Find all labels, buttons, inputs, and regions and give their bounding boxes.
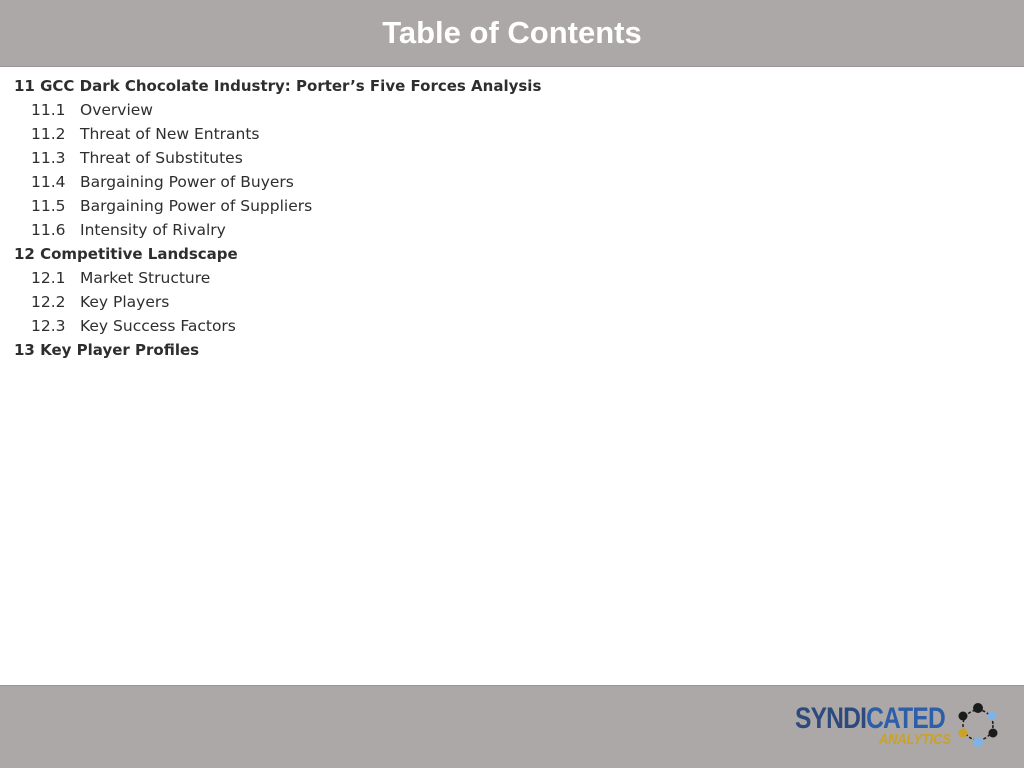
- toc-subsection: [14, 194, 541, 218]
- toc-title: Intensity of Rivalry: [80, 221, 226, 239]
- toc-number: 11.1: [31, 101, 66, 119]
- table-of-contents: [14, 74, 541, 362]
- footer-bar: [0, 685, 1024, 768]
- toc-title: Bargaining Power of Suppliers: [80, 197, 313, 215]
- toc-title: Bargaining Power of Buyers: [80, 173, 294, 191]
- toc-number: 11.6: [31, 221, 66, 239]
- toc-number: 12.3: [31, 317, 66, 335]
- toc-number: 12.2: [31, 293, 66, 311]
- toc-subsection: [14, 290, 541, 314]
- toc-title: Threat of Substitutes: [80, 149, 243, 167]
- syndicated-analytics-logo: [795, 700, 1005, 752]
- toc-number: 12: [14, 245, 35, 263]
- toc-section: [14, 74, 541, 98]
- toc-subsection: [14, 170, 541, 194]
- toc-number: 13: [14, 341, 35, 359]
- network-dots-logo-icon: [955, 702, 1001, 748]
- toc-title: Overview: [80, 101, 153, 119]
- toc-subsection: [14, 122, 541, 146]
- page-title: Table of Contents: [382, 15, 642, 50]
- toc-number: 11: [14, 77, 35, 95]
- toc-section: [14, 338, 541, 362]
- toc-title: Key Success Factors: [80, 317, 236, 335]
- toc-subsection: [14, 266, 541, 290]
- toc-title: Competitive Landscape: [40, 245, 238, 263]
- toc-subsection: [14, 146, 541, 170]
- toc-number: 11.5: [31, 197, 66, 215]
- toc-subsection: [14, 314, 541, 338]
- toc-title: Key Players: [80, 293, 170, 311]
- toc-subsection: [14, 218, 541, 242]
- toc-number: 12.1: [31, 269, 66, 287]
- toc-title: Market Structure: [80, 269, 211, 287]
- toc-number: 11.3: [31, 149, 66, 167]
- toc-title: GCC Dark Chocolate Industry: Porter’s Five Forces Analysis: [40, 77, 542, 95]
- toc-number: 11.2: [31, 125, 66, 143]
- header-bar: [0, 0, 1024, 67]
- toc-title: Key Player Profiles: [40, 341, 200, 359]
- logo-word-part-1: SYNDI: [795, 702, 867, 735]
- logo-word-part-2: CATED: [866, 702, 945, 735]
- toc-subsection: [14, 98, 541, 122]
- toc-section: [14, 242, 541, 266]
- logo-subword: ANALYTICS: [879, 731, 952, 748]
- toc-number: 11.4: [31, 173, 66, 191]
- toc-title: Threat of New Entrants: [80, 125, 260, 143]
